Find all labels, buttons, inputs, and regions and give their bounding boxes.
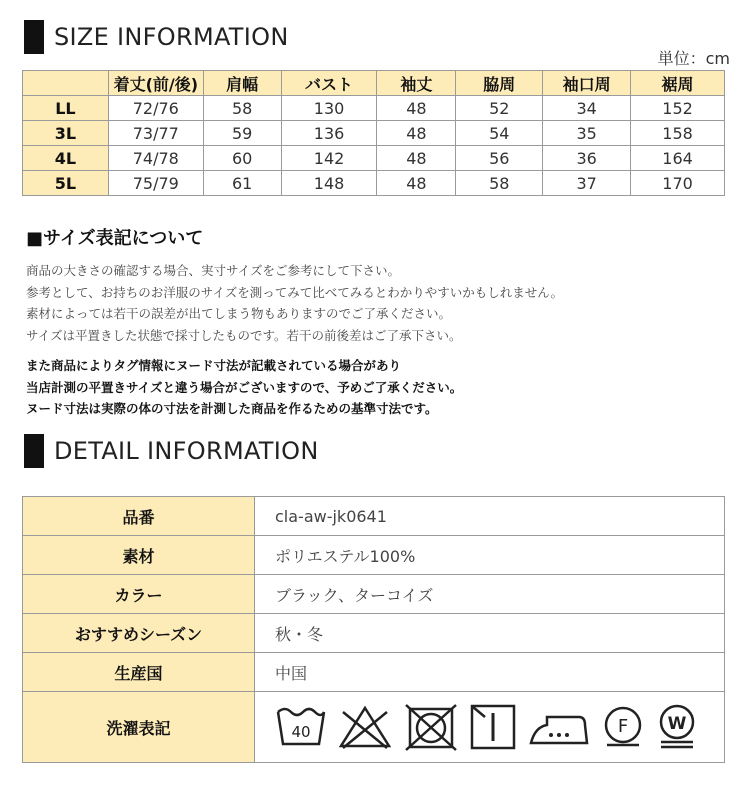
- size-table-header-cell: 袖口周: [543, 71, 631, 96]
- wash-temp-label: 40: [291, 723, 311, 741]
- table-row: [23, 653, 725, 692]
- wet-clean-letter: W: [667, 714, 687, 734]
- section-marker: [24, 20, 44, 54]
- table-cell: 56: [456, 146, 543, 171]
- size-table-header-cell: 脇周: [456, 71, 543, 96]
- size-table-header-cell: 肩幅: [203, 71, 281, 96]
- table-cell: 170: [631, 171, 725, 196]
- note-line-bold: ヌード寸法は実際の体の寸法を計測した商品を作るための基準寸法です。: [26, 401, 438, 416]
- table-cell: 36: [543, 146, 631, 171]
- detail-table: [22, 496, 725, 763]
- table-row: [23, 96, 725, 121]
- detail-label: おすすめシーズン: [23, 614, 255, 653]
- dry-clean-letter: F: [617, 716, 629, 737]
- no-bleach-icon: [337, 704, 393, 750]
- size-notes-title: ■サイズ表記について: [26, 228, 204, 249]
- table-cell: 60: [203, 146, 281, 171]
- table-cell: 73/77: [108, 121, 203, 146]
- no-tumble-dry-icon: [403, 702, 459, 752]
- size-label: 3L: [23, 121, 109, 146]
- table-cell: 148: [281, 171, 377, 196]
- detail-label: 生産国: [23, 653, 255, 692]
- iron-low-temp-icon: [527, 703, 591, 751]
- table-row: [23, 121, 725, 146]
- size-table-header-row: [23, 71, 725, 96]
- table-cell: 130: [281, 96, 377, 121]
- size-label: LL: [23, 96, 109, 121]
- detail-value: ブラック、ターコイズ: [255, 575, 725, 614]
- table-cell: 59: [203, 121, 281, 146]
- size-table-header-cell: 着丈(前/後): [108, 71, 203, 96]
- table-cell: 48: [377, 171, 456, 196]
- size-label: 4L: [23, 146, 109, 171]
- size-notes: [26, 260, 563, 346]
- table-cell: 136: [281, 121, 377, 146]
- table-cell: 158: [631, 121, 725, 146]
- size-table-header-cell: 袖丈: [377, 71, 456, 96]
- size-section-header: [24, 20, 289, 54]
- size-label: 5L: [23, 171, 109, 196]
- table-cell: 164: [631, 146, 725, 171]
- table-cell: 48: [377, 121, 456, 146]
- table-cell: 142: [281, 146, 377, 171]
- table-row: [23, 171, 725, 196]
- table-cell: 52: [456, 96, 543, 121]
- table-cell: 34: [543, 96, 631, 121]
- unit-label: 単位：cm: [657, 49, 730, 68]
- detail-section-header: [24, 434, 319, 468]
- table-cell: 58: [456, 171, 543, 196]
- table-cell: 152: [631, 96, 725, 121]
- detail-label: カラー: [23, 575, 255, 614]
- table-cell: 75/79: [108, 171, 203, 196]
- note-line: 参考として、お持ちのお洋服のサイズを測ってみて比べてみるとわかりやすいかもしれません。: [26, 284, 564, 300]
- wet-clean-w-icon: [655, 703, 699, 751]
- note-line-bold: また商品によりタグ情報にヌード寸法が記載されている場合があり: [26, 358, 402, 373]
- note-line: サイズは平置きした状態で採寸したものです。若干の前後差はご了承下さい。: [26, 327, 462, 343]
- note-line: 素材によっては若干の誤差が出てしまう物もありますのでご了承ください。: [26, 306, 452, 321]
- size-table-header-cell: 裾周: [631, 71, 725, 96]
- detail-label: 品番: [23, 497, 255, 536]
- size-table-header-cell: [23, 71, 109, 96]
- table-row: [23, 536, 725, 575]
- detail-value: cla-aw-jk0641: [255, 497, 725, 536]
- table-cell: 72/76: [108, 96, 203, 121]
- line-dry-icon: [469, 703, 517, 751]
- size-table: [22, 70, 725, 196]
- size-table-header-cell: バスト: [281, 71, 377, 96]
- detail-label: 素材: [23, 536, 255, 575]
- wash-tub-40-icon: [275, 704, 327, 750]
- section-marker: [24, 434, 44, 468]
- detail-value: 秋・冬: [255, 614, 725, 653]
- detail-value: 中国: [255, 653, 725, 692]
- table-cell: 48: [377, 146, 456, 171]
- note-line: 商品の大きさの確認する場合、実寸サイズをご参考にして下さい。: [26, 263, 401, 278]
- table-cell: 54: [456, 121, 543, 146]
- detail-label: 洗濯表記: [23, 692, 255, 763]
- size-notes-emphasis: [26, 355, 462, 420]
- table-cell: 48: [377, 96, 456, 121]
- note-line-bold: 当店計測の平置きサイズと違う場合がございますので、予めご了承ください。: [26, 379, 463, 395]
- table-cell: 35: [543, 121, 631, 146]
- table-cell: 74/78: [108, 146, 203, 171]
- table-row: [23, 497, 725, 536]
- size-section-title: SIZE INFORMATION: [54, 23, 289, 51]
- detail-value: ポリエステル100%: [255, 536, 725, 575]
- dry-clean-f-icon: [601, 705, 645, 749]
- table-cell: 61: [203, 171, 281, 196]
- table-row: [23, 692, 725, 763]
- table-cell: 58: [203, 96, 281, 121]
- table-row: [23, 575, 725, 614]
- table-cell: 37: [543, 171, 631, 196]
- table-row: [23, 146, 725, 171]
- detail-section-title: DETAIL INFORMATION: [54, 437, 319, 465]
- table-row: [23, 614, 725, 653]
- care-symbols: [255, 692, 725, 763]
